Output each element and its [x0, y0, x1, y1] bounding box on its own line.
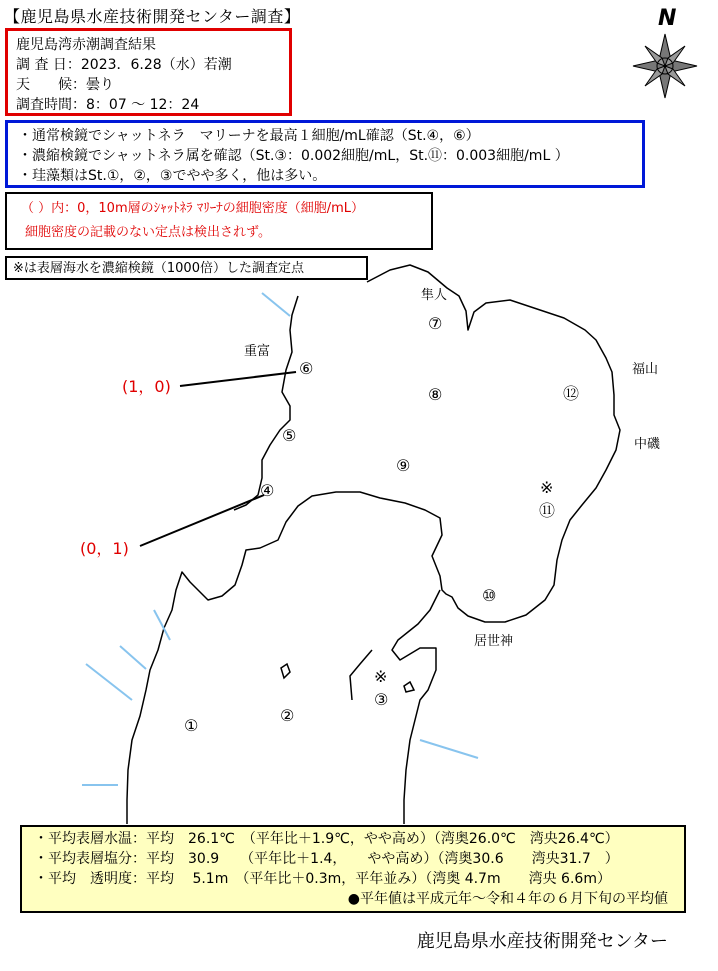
- survey-weather: 天 候：曇り: [16, 77, 114, 93]
- density-legend-line: （ ）内：0，10m層のｼｬｯﾄﾈﾗ ﾏﾘｰﾅの細胞密度（細胞/mL）: [21, 201, 365, 216]
- place-hayato: 隼人: [421, 288, 448, 303]
- density-legend-line: 細胞密度の記載のない定点は検出されず。: [25, 225, 271, 240]
- station-4: ④: [260, 481, 275, 500]
- compass-north-label: N: [658, 6, 677, 31]
- concentration-note: ※は表層海水を濃縮検鏡（1000倍）した調査定点: [13, 261, 304, 276]
- survey-time: 調査時間：8：07 ～ 12：24: [16, 97, 200, 113]
- station-8: ⑧: [428, 385, 443, 404]
- finding-item: ・珪藻類はSt.①，②，③でやや多く，他は多い。: [18, 168, 327, 184]
- density-label-s4: (0，1): [80, 539, 129, 558]
- survey-date: 調 査 日：2023．6.28（水）若潮: [16, 57, 232, 73]
- station-2: ②: [280, 706, 295, 725]
- place-koseshin: 居世神: [474, 634, 514, 649]
- page-title: 【鹿児島県水産技術開発センター調査】: [4, 7, 301, 26]
- station-5: ⑤: [282, 426, 297, 445]
- survey-heading: 鹿児島湾赤潮調査結果: [16, 37, 156, 53]
- station-10: ⑩: [482, 586, 497, 605]
- place-fukuyama: 福山: [632, 362, 659, 377]
- summary-temperature: ・平均表層水温：平均 26.1℃ （平年比＋1.9℃，やや高め）（湾奥26.0℃ 湾央26.4℃）: [34, 831, 619, 847]
- compass-rose-icon: [633, 34, 697, 98]
- station-7: ⑦: [428, 314, 443, 333]
- islet-2: [404, 682, 414, 692]
- footer-organization: 鹿児島県水産技術開発センター: [416, 931, 668, 952]
- density-label-s6: (1，0): [122, 377, 171, 396]
- station-3: ③: [374, 690, 389, 709]
- place-shigetomi: 重富: [244, 344, 271, 359]
- summary-note: ●平年値は平成元年～令和４年の６月下旬の平均値: [347, 891, 668, 907]
- island-coastline: [392, 590, 440, 824]
- summary-salinity: ・平均表層塩分：平均 30.9 （平年比＋1.4， やや高め）（湾奥30.6 湾央31.7 ）: [34, 851, 619, 867]
- place-nakaiso: 中磯: [634, 437, 661, 452]
- station-11: ⑪: [539, 501, 556, 520]
- survey-info-box: [5, 28, 292, 116]
- station-11-mark: ※: [540, 478, 554, 497]
- island-coastline-2: [350, 650, 372, 700]
- leader-line-s4: [140, 495, 264, 546]
- finding-item: ・濃縮検鏡でシャットネラ属を確認（St.③：0.002細胞/mL，St.⑪：0.003細胞/mL ）: [18, 148, 569, 164]
- leader-line-s6: [180, 372, 296, 386]
- finding-item: ・通常検鏡でシャットネラ マリーナを最高１細胞/mL確認（St.④，⑥）: [18, 128, 480, 144]
- station-1: ①: [184, 716, 199, 735]
- findings-box: [5, 120, 645, 188]
- station-3-mark: ※: [374, 667, 388, 686]
- bay-coastline-west-upper: [234, 296, 298, 510]
- concentration-note-box: [5, 256, 368, 280]
- islet: [281, 664, 290, 678]
- summary-transparency: ・平均 透明度：平均 5.1m （平年比＋0.3m，平年並み）（湾奥 4.7m 湾央 6.6m）: [34, 871, 611, 887]
- density-legend-box: [5, 192, 433, 250]
- station-6: ⑥: [299, 359, 314, 378]
- station-9: ⑨: [396, 456, 411, 475]
- summary-box: [20, 825, 686, 913]
- bay-coastline: [127, 265, 620, 824]
- station-12: ⑫: [563, 384, 580, 403]
